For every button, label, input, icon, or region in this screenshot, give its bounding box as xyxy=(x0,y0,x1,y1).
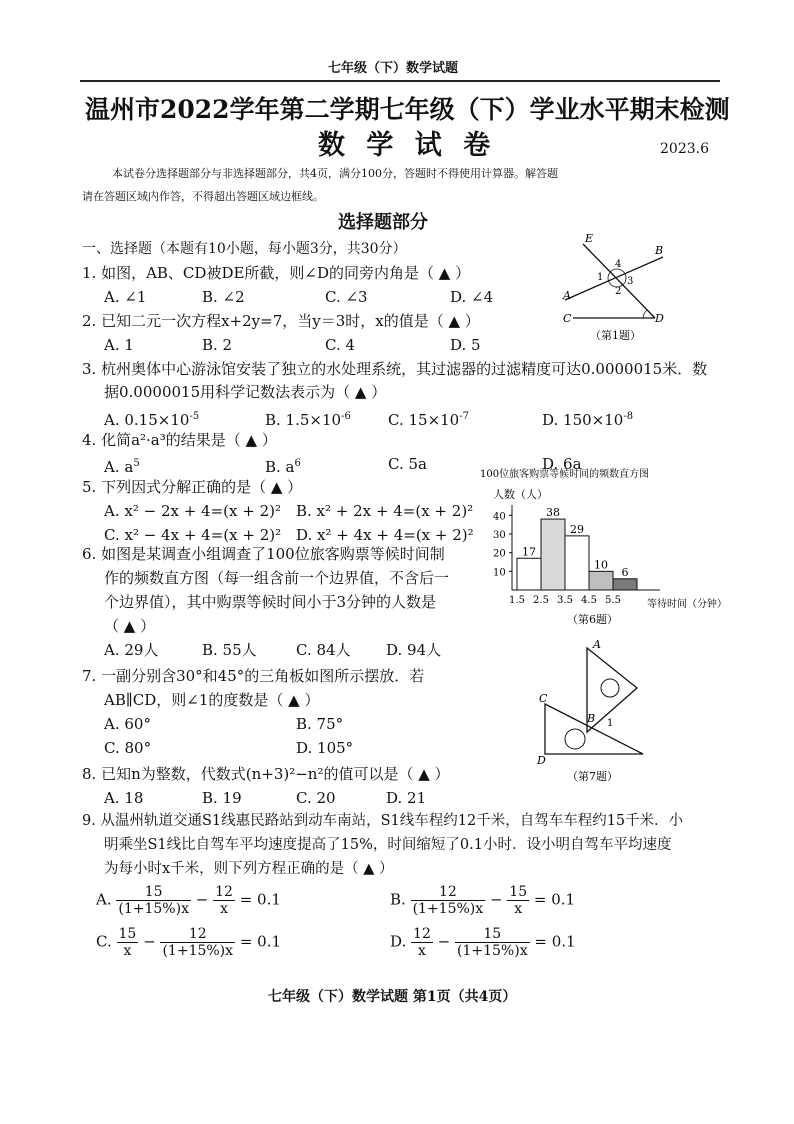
y-tick-label: 20 xyxy=(493,548,506,560)
fig7-label-a: A xyxy=(593,638,601,651)
bar-value-label: 10 xyxy=(594,558,608,572)
angle-label-4: 4 xyxy=(615,259,622,270)
chart-caption: （第6题） xyxy=(567,613,618,626)
exam-title: 温州市2022学年第二学期七年级（下）学业水平期末检测 xyxy=(85,95,730,124)
fig7-angle-1: 1 xyxy=(607,718,614,729)
q7-option-c: C. 80° xyxy=(104,739,152,757)
q3-option-d: D. $150\times 10^{-8}$ xyxy=(542,411,634,429)
q7-option-b: B. 75° xyxy=(296,715,344,733)
histogram-bar xyxy=(541,519,565,590)
fig7-label-b: B xyxy=(587,712,596,725)
x-tick-label: 3.5 xyxy=(557,595,573,606)
q7-line-1: 7. 一副分别含30°和45°的三角板如图所示摆放．若 xyxy=(82,667,425,685)
fig7-label-c: C xyxy=(539,692,548,705)
q7-option-d: D. 105° xyxy=(296,739,354,757)
chart-x-label: 等待时间（分钟） xyxy=(647,599,727,610)
q6-option-a: A. 29人 xyxy=(104,641,159,659)
q7-option-a: A. 60° xyxy=(104,715,151,733)
q9-option-b: B. $\frac{12}{(1+15\%)x}$ − $\frac{15}{x}$ = 0.1 xyxy=(390,884,576,917)
q8-option-c: C. 20 xyxy=(296,789,336,807)
line-de xyxy=(583,244,655,318)
y-tick-label: 10 xyxy=(493,567,506,579)
subject-title: 数 学 试 卷 xyxy=(318,130,497,161)
label-a: A xyxy=(563,289,571,302)
x-tick-label: 2.5 xyxy=(533,595,549,606)
q9-option-c: C. $\frac{15}{x}$ − $\frac{12}{(1+15\%)x}$ = 0.1 xyxy=(96,926,282,959)
fig1-caption: （第1题） xyxy=(590,329,641,342)
q3-stem-line-2: 据0.0000015用科学记数法表示为（ ▲ ） xyxy=(104,383,387,401)
q6-line-4: （ ▲ ） xyxy=(104,617,156,635)
q9-line-2: 明乘坐S1线比自驾车平均速度提高了15%，时间缩短了0.1小时．设小明自驾车平均速度 xyxy=(104,837,672,853)
q5-option-d: D. x² + 4x + 4=(x + 2)² xyxy=(296,526,474,544)
triangle-45-hole xyxy=(565,729,585,749)
q2-stem: 2. 已知二元一次方程x+2y=7，当y＝3时，x的值是（ ▲ ） xyxy=(82,312,480,330)
q6-option-b: B. 55人 xyxy=(202,641,257,659)
q1-option-d: D. ∠4 xyxy=(450,288,494,306)
fig7-caption: （第7题） xyxy=(567,770,618,783)
q4-option-a: A. $a^5$ xyxy=(104,458,140,476)
figure-7 xyxy=(535,640,665,790)
q8-option-d: D. 21 xyxy=(386,789,427,807)
bar-value-label: 6 xyxy=(621,565,629,579)
line-ab xyxy=(565,257,663,300)
q8-stem: 8. 已知n为整数，代数式(n+3)²−n²的值可以是（ ▲ ） xyxy=(82,765,450,783)
q1-stem: 1. 如图，AB、CD被DE所截，则∠D的同旁内角是（ ▲ ） xyxy=(82,264,471,282)
running-header: 七年级（下）数学试题 xyxy=(328,61,459,76)
section-instruction: 一、选择题（本题有10小题，每小题3分，共30分） xyxy=(82,241,407,257)
header-rule xyxy=(80,80,720,82)
x-tick-label: 4.5 xyxy=(581,595,597,606)
y-tick-label: 30 xyxy=(493,530,506,541)
angle-d-arc xyxy=(643,310,647,318)
intro-line-2: 请在答题区域内作答，不得超出答题区域边框线。 xyxy=(82,190,324,203)
q5-option-c: C. x² − 4x + 4=(x + 2)² xyxy=(104,526,282,544)
chart-y-label: 人数（人） xyxy=(493,488,548,501)
label-d: D xyxy=(655,312,664,325)
q6-line-2: 作的频数直方图（每一组含前一个边界值，不含后一 xyxy=(104,569,450,587)
q1-option-a: A. ∠1 xyxy=(104,288,147,306)
q2-option-a: A. 1 xyxy=(104,336,134,354)
bar-value-label: 38 xyxy=(546,506,560,520)
q6-line-1: 6. 如图是某调查小组调查了100位旅客购票等候时间制 xyxy=(82,545,445,563)
q9-option-a: A. $\frac{15}{(1+15\%)x}$ − $\frac{12}{x}$ = 0.1 xyxy=(96,884,281,917)
q4-stem: 4. 化简a²·a³的结果是（ ▲ ） xyxy=(82,431,277,449)
x-tick-label: 1.5 xyxy=(509,595,525,606)
fig7-label-d: D xyxy=(537,754,546,767)
figure-1 xyxy=(555,232,675,342)
intersection-circle xyxy=(608,269,626,287)
q2-option-d: D. 5 xyxy=(450,336,481,354)
q6-option-c: C. 84人 xyxy=(296,641,351,659)
histogram-bar xyxy=(517,558,541,590)
q8-option-b: B. 19 xyxy=(202,789,242,807)
q2-option-c: C. 4 xyxy=(325,336,356,354)
histogram-chart xyxy=(475,465,727,635)
q4-option-c: C. 5a xyxy=(388,455,427,473)
histogram-bar xyxy=(589,571,613,590)
angle-label-2: 2 xyxy=(615,286,622,297)
bar-value-label: 29 xyxy=(570,522,584,536)
triangle-30-hole xyxy=(601,679,619,697)
q9-option-d: D. $\frac{12}{x}$ − $\frac{15}{(1+15\%)x}$ = 0.1 xyxy=(390,926,576,959)
q5-option-a: A. x² − 2x + 4=(x + 2)² xyxy=(104,502,281,520)
q3-option-b: B. $1.5\times 10^{-6}$ xyxy=(265,411,351,429)
q6-line-3: 个边界值），其中购票等候时间小于3分钟的人数是 xyxy=(104,593,437,611)
q5-option-b: B. x² + 2x + 4=(x + 2)² xyxy=(296,502,474,520)
label-b: B xyxy=(655,244,664,257)
histogram-bar xyxy=(613,579,637,590)
q2-option-b: B. 2 xyxy=(202,336,233,354)
histogram-bar xyxy=(565,536,589,590)
section-title: 选择题部分 xyxy=(338,212,428,233)
q8-option-a: A. 18 xyxy=(104,789,144,807)
label-e: E xyxy=(585,232,594,245)
x-tick-label: 5.5 xyxy=(605,595,621,606)
angle-label-3: 3 xyxy=(627,276,634,287)
q3-option-c: C. $15\times 10^{-7}$ xyxy=(388,411,469,429)
q9-line-1: 9. 从温州轨道交通S1线惠民路站到动车南站，S1线车程约12千米，自驾车车程约15千米．小 xyxy=(82,813,684,829)
q4-option-d: D. 6a xyxy=(542,455,582,473)
chart-title: 100位旅客购票等候时间的频数直方图 xyxy=(480,469,650,480)
q7-line-2: AB∥CD，则∠1的度数是（ ▲ ） xyxy=(104,691,320,709)
y-tick-label: 40 xyxy=(493,511,506,523)
angle-label-1: 1 xyxy=(597,272,604,283)
q3-option-a: A. $0.15\times 10^{-5}$ xyxy=(104,411,200,429)
q6-option-d: D. 94人 xyxy=(386,641,442,659)
page-footer: 七年级（下）数学试题 第1页（共4页） xyxy=(268,989,517,1005)
q1-option-c: C. ∠3 xyxy=(325,288,368,306)
intro-line-1: 本试卷分选择题部分与非选择题部分，共4页，满分100分，答题时不得使用计算器。解答题 xyxy=(112,167,558,180)
bar-value-label: 17 xyxy=(522,545,536,559)
label-c: C xyxy=(563,312,572,325)
q3-stem-line-1: 3. 杭州奥体中心游泳馆安装了独立的水处理系统，其过滤器的过滤精度可达0.0000015米．数 xyxy=(82,360,708,378)
exam-date: 2023.6 xyxy=(660,141,709,157)
q5-stem: 5. 下列因式分解正确的是（ ▲ ） xyxy=(82,478,303,496)
q1-option-b: B. ∠2 xyxy=(202,288,245,306)
q4-option-b: B. $a^6$ xyxy=(265,458,301,476)
q9-line-3: 为每小时x千米，则下列方程正确的是（ ▲ ） xyxy=(104,861,394,877)
